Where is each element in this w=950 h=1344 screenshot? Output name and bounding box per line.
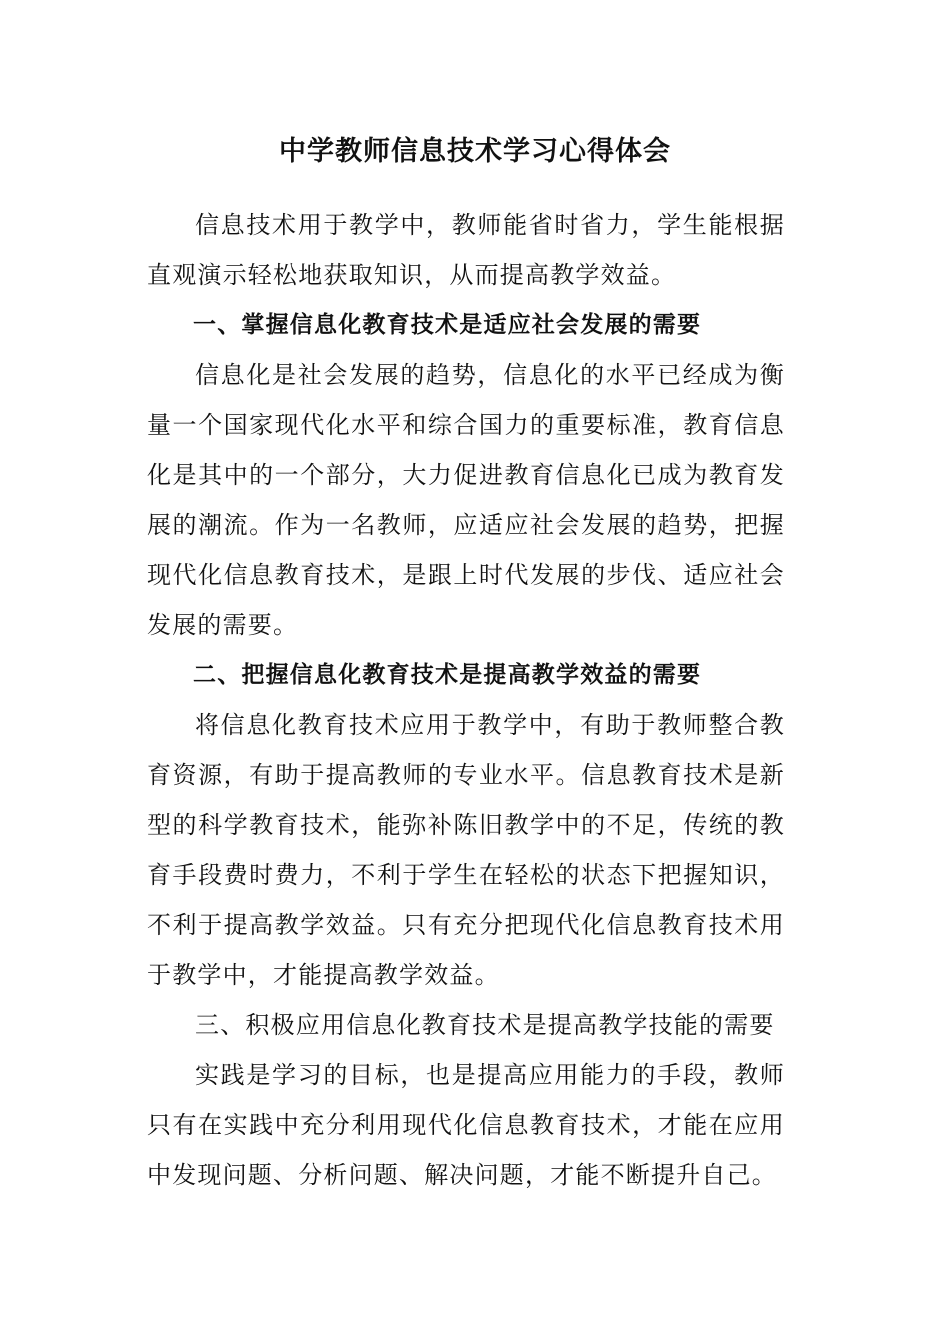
section-paragraph-2: 将信息化教育技术应用于教学中，有助于教师整合教育资源，有助于提高教师的专业水平。信息教育技术是新型的科学教育技术，能弥补陈旧教学中的不足，传统的教育手段费时费力，不利于学生在轻松的状态下把握知识，不利于提高教学效益。只有充分把现代化信息教育技术用于教学中，才能提高教学效益。 — [147, 711, 785, 989]
document-body — [147, 200, 785, 1200]
section-paragraph-1: 信息化是社会发展的趋势，信息化的水平已经成为衡量一个国家现代化水平和综合国力的重要标准，教育信息化是其中的一个部分，大力促进教育信息化已成为教育发展的潮流。作为一名教师，应适应社会发展的趋势，把握现代化信息教育技术，是跟上时代发展的步伐、适应社会发展的需要。 — [147, 361, 785, 639]
section-paragraph-3: 实践是学习的目标，也是提高应用能力的手段，教师只有在实践中充分利用现代化信息教育技术，才能在应用中发现问题、分析问题、解决问题，才能不断提升自己。 — [147, 1061, 785, 1189]
section-heading-2: 二、把握信息化教育技术是提高教学效益的需要 — [193, 662, 702, 688]
section-heading-1: 一、掌握信息化教育技术是适应社会发展的需要 — [193, 312, 702, 338]
section-heading-3: 三、积极应用信息化教育技术是提高教学技能的需要 — [195, 1011, 775, 1039]
document-title: 中学教师信息技术学习心得体会 — [279, 136, 671, 167]
intro-paragraph: 信息技术用于教学中，教师能省时省力，学生能根据直观演示轻松地获取知识，从而提高教学效益。 — [147, 211, 785, 289]
